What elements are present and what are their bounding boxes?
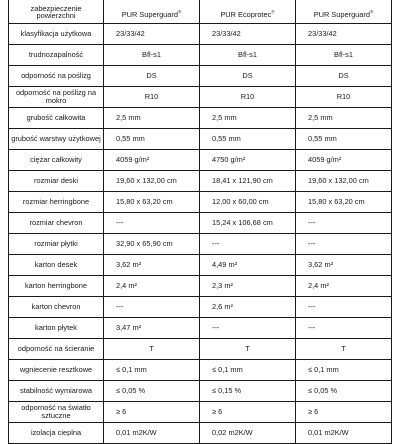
row-value: Bfl-s1 <box>104 45 200 66</box>
table-row <box>9 423 392 444</box>
row-label: odporność na poślizg na mokro <box>9 87 104 108</box>
table-row <box>9 129 392 150</box>
row-value: Bfl-s1 <box>200 45 296 66</box>
header-product-2 <box>200 0 296 24</box>
row-label: klasyfikacja użytkowa <box>9 24 104 45</box>
row-value: --- <box>296 234 392 255</box>
table-row <box>9 360 392 381</box>
row-value: R10 <box>104 87 200 108</box>
table-row <box>9 108 392 129</box>
row-label: karton desek <box>9 255 104 276</box>
row-value: ≥ 6 <box>104 402 200 423</box>
registered-mark: ® <box>177 9 182 15</box>
header-product-name: PUR Superguard <box>313 10 370 19</box>
row-value: --- <box>296 297 392 318</box>
row-value: --- <box>104 213 200 234</box>
table-row <box>9 45 392 66</box>
row-value: 15,80 x 63,20 cm <box>104 192 200 213</box>
row-value: ≥ 6 <box>296 402 392 423</box>
row-value: 12,00 x 60,00 cm <box>200 192 296 213</box>
row-value: ≤ 0,1 mm <box>200 360 296 381</box>
row-label: izolacja cieplna <box>9 423 104 444</box>
row-label: karton płytek <box>9 318 104 339</box>
row-value: 2,3 m² <box>200 276 296 297</box>
row-value: 3,62 m² <box>296 255 392 276</box>
row-label: ciężar całkowity <box>9 150 104 171</box>
table-row <box>9 255 392 276</box>
registered-mark: ® <box>369 9 374 15</box>
row-value: 4059 g/m² <box>296 150 392 171</box>
row-value: 0,55 mm <box>296 129 392 150</box>
row-value: 2,6 m² <box>200 297 296 318</box>
row-value: 23/33/42 <box>200 24 296 45</box>
row-value: --- <box>200 234 296 255</box>
row-value: 2,5 mm <box>200 108 296 129</box>
row-label: karton chevron <box>9 297 104 318</box>
row-value: 32,90 x 65,90 cm <box>104 234 200 255</box>
row-label: rozmiar płytki <box>9 234 104 255</box>
header-product-1 <box>104 0 200 24</box>
row-value: ≤ 0,05 % <box>104 381 200 402</box>
row-value: DS <box>104 66 200 87</box>
row-label: rozmiar herringbone <box>9 192 104 213</box>
row-value: R10 <box>296 87 392 108</box>
table-row <box>9 318 392 339</box>
row-value: ≤ 0,05 % <box>296 381 392 402</box>
row-value: Bfl-s1 <box>296 45 392 66</box>
table-row <box>9 150 392 171</box>
row-value: 4750 g/m² <box>200 150 296 171</box>
table-row <box>9 297 392 318</box>
row-value: ≤ 0,1 mm <box>296 360 392 381</box>
row-value: 0,02 m2K/W <box>200 423 296 444</box>
row-value: --- <box>104 297 200 318</box>
row-value: 2,4 m² <box>296 276 392 297</box>
row-value: ≤ 0,1 mm <box>104 360 200 381</box>
row-value: 4059 g/m² <box>104 150 200 171</box>
row-label: wgniecenie resztkowe <box>9 360 104 381</box>
row-value: 18,41 x 121,90 cm <box>200 171 296 192</box>
row-value: T <box>296 339 392 360</box>
row-value: 2,5 mm <box>296 108 392 129</box>
table-header-row <box>9 0 392 24</box>
table-row <box>9 234 392 255</box>
row-value: 15,24 x 106,68 cm <box>200 213 296 234</box>
row-value: 19,60 x 132,00 cm <box>104 171 200 192</box>
row-value: T <box>104 339 200 360</box>
table-row <box>9 381 392 402</box>
table-row <box>9 213 392 234</box>
header-product-3 <box>296 0 392 24</box>
table-row <box>9 402 392 423</box>
row-value: ≤ 0,15 % <box>200 381 296 402</box>
row-value: 0,55 mm <box>200 129 296 150</box>
table-row <box>9 192 392 213</box>
row-label: rozmiar chevron <box>9 213 104 234</box>
row-label: odporność na ścieranie <box>9 339 104 360</box>
spec-table-body <box>9 0 392 444</box>
row-value: 15,80 x 63,20 cm <box>296 192 392 213</box>
table-row <box>9 66 392 87</box>
row-value: 0,55 mm <box>104 129 200 150</box>
row-label: odporność na poślizg <box>9 66 104 87</box>
row-label: rozmiar deski <box>9 171 104 192</box>
row-value: DS <box>200 66 296 87</box>
row-value: R10 <box>200 87 296 108</box>
table-row <box>9 24 392 45</box>
row-label: odporność na światło sztuczne <box>9 402 104 423</box>
row-value: 0,01 m2K/W <box>296 423 392 444</box>
row-value: ≥ 6 <box>200 402 296 423</box>
row-value: DS <box>296 66 392 87</box>
row-value: 19,60 x 132,00 cm <box>296 171 392 192</box>
header-product-name: PUR Ecoprotec <box>220 10 272 19</box>
row-value: --- <box>200 318 296 339</box>
table-row <box>9 171 392 192</box>
header-label: zabezpieczenie powierzchni <box>9 0 104 24</box>
table-row <box>9 339 392 360</box>
registered-mark: ® <box>271 9 275 15</box>
row-value: 3,62 m² <box>104 255 200 276</box>
row-value: --- <box>296 318 392 339</box>
spec-table <box>8 0 392 444</box>
row-label: stabilność wymiarowa <box>9 381 104 402</box>
row-value: 23/33/42 <box>296 24 392 45</box>
header-product-name: PUR Superguard <box>121 10 178 19</box>
row-label: grubość warstwy użytkowej <box>9 129 104 150</box>
spec-sheet <box>8 0 392 444</box>
row-value: --- <box>296 213 392 234</box>
row-value: 0,01 m2K/W <box>104 423 200 444</box>
row-label: trudnozapalność <box>9 45 104 66</box>
row-label: grubość całkowita <box>9 108 104 129</box>
row-value: 2,5 mm <box>104 108 200 129</box>
table-row <box>9 276 392 297</box>
table-row <box>9 87 392 108</box>
row-value: 3,47 m² <box>104 318 200 339</box>
row-value: T <box>200 339 296 360</box>
row-value: 4,49 m² <box>200 255 296 276</box>
row-label: karton herringbone <box>9 276 104 297</box>
row-value: 23/33/42 <box>104 24 200 45</box>
row-value: 2,4 m² <box>104 276 200 297</box>
